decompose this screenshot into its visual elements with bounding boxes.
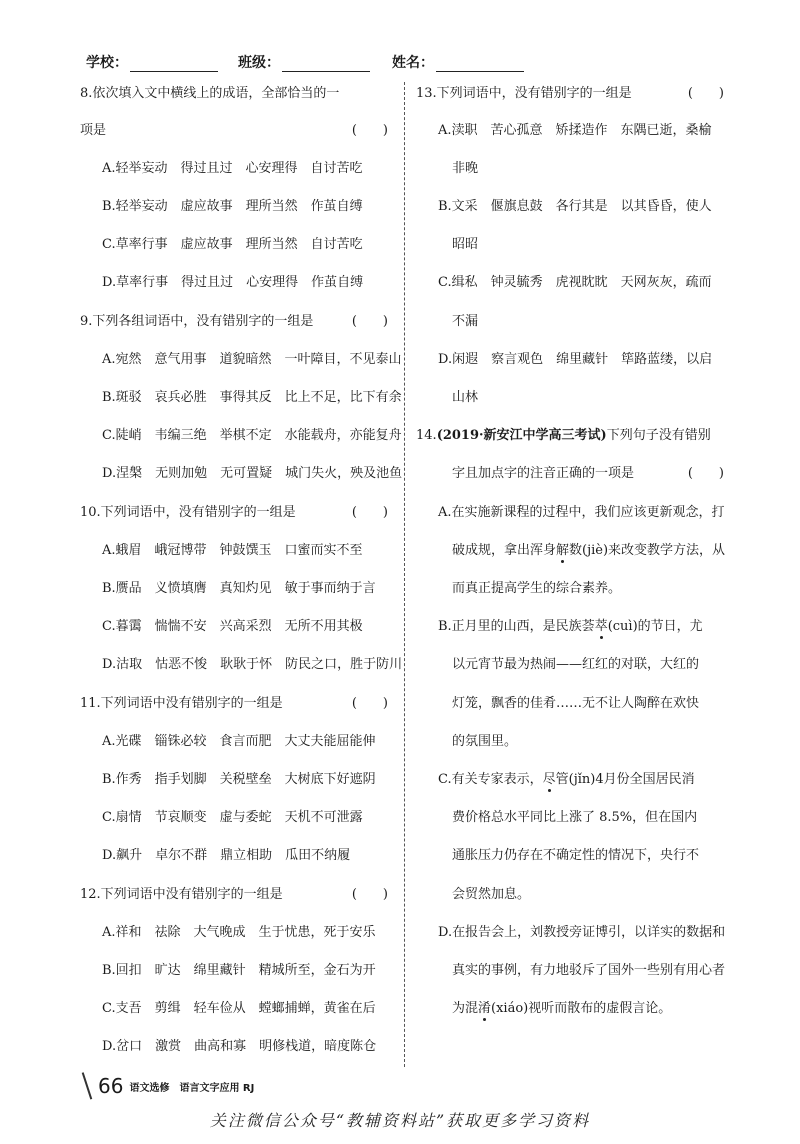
option-a: A.光碟 锱铢必较 食言而肥 大丈夫能屈能伸 <box>102 734 376 749</box>
option-a-cont: 非晚 <box>452 161 479 176</box>
option-b: B.回扣 旷达 绵里藏针 精城所至，金石为开 <box>102 963 376 978</box>
option-b-cont: 的氛围里。 <box>452 734 518 749</box>
option-a: A.祥和 祛除 大气晚成 生于忧患，死于安乐 <box>102 925 376 940</box>
option-b-cont: 灯笼，飘香的佳肴……无不让人陶醉在欢快 <box>452 696 700 711</box>
question-stem: 8.依次填入文中横线上的成语，全部恰当的一 <box>80 86 340 101</box>
option-d-cont <box>452 1001 764 1017</box>
dotted-char: 尽 <box>542 772 556 787</box>
question-stem-cont <box>80 123 392 139</box>
option-d: D.草率行事 得过且过 心安理得 作茧自缚 <box>102 275 364 290</box>
option-c: C.暮霭 惴惴不安 兴高采烈 无所不用其极 <box>102 619 363 634</box>
name-field <box>392 52 524 72</box>
question-stem <box>80 314 392 330</box>
question-stem-text: 13.下列词语中，没有错别字的一组是 <box>416 86 632 101</box>
answer-paren: ( ) <box>687 86 724 101</box>
option-a-cont <box>452 543 764 559</box>
option-b: B.斑驳 哀兵必胜 事得其反 比上不足，比下有余 <box>102 390 402 405</box>
answer-paren: ( ) <box>351 505 388 520</box>
question-stem-text: 10.下列词语中，没有错别字的一组是 <box>80 505 296 520</box>
text-run: B.正月里的山西，是民族荟 <box>438 619 595 634</box>
question-stem-text: 项是 <box>80 123 107 138</box>
option-b <box>438 619 750 635</box>
option-c: C.陡峭 韦编三绝 举棋不定 水能载舟，亦能复舟 <box>102 428 402 443</box>
page-footer <box>80 1073 254 1099</box>
option-d-cont: 真实的事例，有力地驳斥了国外一些别有用心者 <box>452 963 726 978</box>
answer-paren: ( ) <box>351 887 388 902</box>
question-stem-cont <box>452 466 764 482</box>
question-stem-text: 下列句子没有错别 <box>606 428 711 443</box>
option-c: C.支吾 剪缉 轻车俭从 螳螂捕蝉，黄雀在后 <box>102 1001 376 1016</box>
question-stem-text: 12.下列词语中没有错别字的一组是 <box>80 887 283 902</box>
text-run: (cuì)的节日，尤 <box>607 619 703 634</box>
text-run: 管(jǐn)4月份全国居民消 <box>555 772 695 787</box>
class-field <box>238 52 370 72</box>
text-run: (xiáo)视听而散布的虚假言论。 <box>491 1001 672 1016</box>
option-a: A.宛然 意气用事 道貌暗然 一叶障目，不见泰山 <box>102 352 402 367</box>
class-blank <box>282 55 370 72</box>
option-d-cont: 山林 <box>452 390 479 405</box>
question-stem-text: 11.下列词语中没有错别字的一组是 <box>80 696 283 711</box>
question-stem-text: 9.下列各组词语中，没有错别字的一组是 <box>80 314 314 329</box>
option-d: D.沽取 怙恶不悛 耿耿于怀 防民之口，胜于防川 <box>102 657 403 672</box>
text-run: 破成规，拿出浑身 <box>452 543 557 558</box>
option-c-cont: 不漏 <box>452 314 479 329</box>
question-number: 14. <box>416 428 437 443</box>
option-d: D.在报告会上，刘教授旁证博引，以详实的数据和 <box>438 925 726 940</box>
answer-paren: ( ) <box>351 123 388 138</box>
option-a: A.在实施新课程的过程中，我们应该更新观念，打 <box>438 505 725 520</box>
option-c <box>438 772 750 788</box>
question-source: (2019·新安江中学高三考试) <box>436 428 607 443</box>
school-blank <box>130 55 218 72</box>
dotted-char: 解 <box>556 543 570 558</box>
class-label: 班级： <box>238 55 280 71</box>
column-divider <box>404 82 405 1067</box>
dotted-char: 淆 <box>478 1001 492 1016</box>
option-b-cont: 以元宵节最为热闹——红红的对联，大红的 <box>452 657 700 672</box>
option-d: D.飙升 卓尔不群 鼎立相助 瓜田不纳履 <box>102 848 351 863</box>
answer-paren: ( ) <box>351 314 388 329</box>
option-b: B.赝品 义愤填膺 真知灼见 敏于事而纳于言 <box>102 581 376 596</box>
answer-paren: ( ) <box>687 466 724 481</box>
option-b: B.轻举妄动 虚应故事 理所当然 作茧自缚 <box>102 199 363 214</box>
option-c-cont: 会贸然加息。 <box>452 887 531 902</box>
option-a: A.蛾眉 峨冠博带 钟鼓馔玉 口蜜而实不至 <box>102 543 363 558</box>
question-stem-text: 字且加点字的注音正确的一项是 <box>452 466 635 481</box>
option-d: D.岔口 激赏 曲高和寡 明修栈道，暗度陈仓 <box>102 1039 377 1054</box>
option-c: C.缉私 钟灵毓秀 虎视眈眈 天网灰灰，疏而 <box>438 275 712 290</box>
question-stem <box>416 428 728 444</box>
school-field <box>86 52 218 72</box>
option-d: D.涅槃 无则加勉 无可置疑 城门失火，殃及池鱼 <box>102 466 403 481</box>
page-number: 66 <box>98 1074 124 1098</box>
question-stem <box>80 505 392 521</box>
text-run: 为混 <box>452 1001 479 1016</box>
school-label: 学校： <box>86 55 128 71</box>
name-label: 姓名： <box>392 55 434 71</box>
question-stem <box>416 86 728 102</box>
option-c-cont: 通胀压力仍存在不确定性的情况下，央行不 <box>452 848 700 863</box>
option-b-cont: 昭昭 <box>452 237 479 252</box>
option-c-cont: 费价格总水平同比上涨了 8.5%，但在国内 <box>452 810 698 825</box>
slash-decoration <box>80 1074 94 1098</box>
promo-banner: 关注微信公众号“教辅资料站”获取更多学习资料 <box>209 1111 591 1130</box>
name-blank <box>436 55 524 72</box>
text-run: C.有关专家表示， <box>438 772 543 787</box>
answer-paren: ( ) <box>351 696 388 711</box>
option-b: B.作秀 指手划脚 关税壁垒 大树底下好遮阴 <box>102 772 376 787</box>
option-a: A.渎职 苦心孤意 矫揉造作 东隅已逝，桑榆 <box>438 123 712 138</box>
text-run: 数(jiè)来改变教学方法，从 <box>569 543 726 558</box>
option-c: C.草率行事 虚应故事 理所当然 自讨苦吃 <box>102 237 363 252</box>
option-d: D.闲遐 察言观色 绵里藏针 筚路蓝缕，以启 <box>438 352 713 367</box>
option-a-cont: 而真正提高学生的综合素养。 <box>452 581 622 596</box>
option-a: A.轻举妄动 得过且过 心安理得 自讨苦吃 <box>102 161 363 176</box>
option-b: B.文采 偃旗息鼓 各行其是 以其昏昏，使人 <box>438 199 712 214</box>
question-stem <box>80 887 392 903</box>
book-title: 语文选修 语言文字应用 RJ <box>129 1082 255 1094</box>
question-stem <box>80 696 392 712</box>
option-c: C.扇情 节哀顺变 虚与委蛇 天机不可泄露 <box>102 810 363 825</box>
dotted-char: 萃 <box>594 619 608 634</box>
student-info-header <box>86 52 726 76</box>
